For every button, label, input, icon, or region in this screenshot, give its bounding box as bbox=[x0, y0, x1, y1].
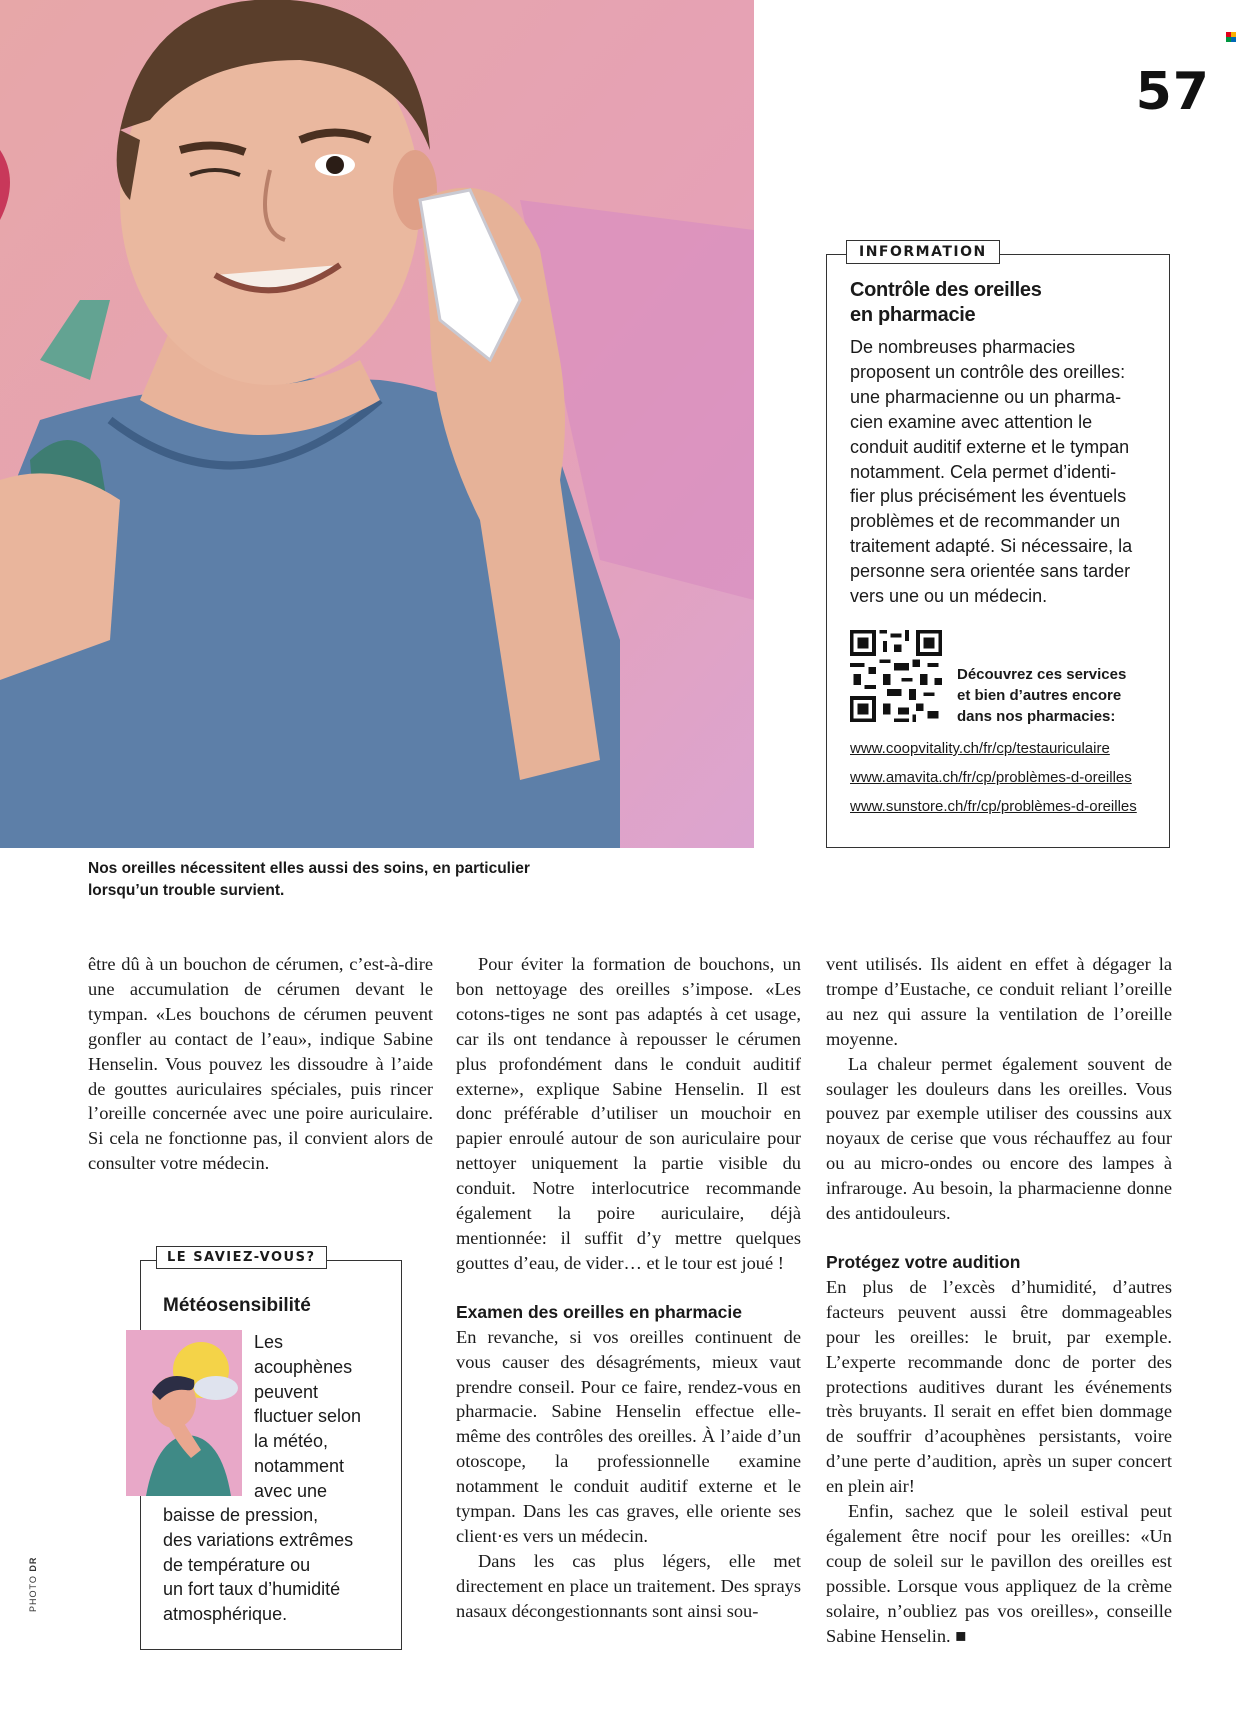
info-box-cta bbox=[957, 664, 1162, 727]
hero-caption bbox=[88, 858, 688, 902]
aside-line: atmosphérique. bbox=[163, 1604, 288, 1625]
brand-mark-icon bbox=[1226, 32, 1236, 42]
aside-line: un fort taux d’humidité bbox=[163, 1579, 341, 1600]
section-heading: Examen des oreilles en pharmacie bbox=[456, 1301, 742, 1322]
photo-credit-name: DR bbox=[28, 1556, 38, 1572]
paragraph: Enfin, sachez que le soleil estival peut également être nocif pour les oreilles: «Un coup de soleil sur le pavillon des oreilles est possible. Lorsque vous appliquez de la crème solaire, n’oubliez pas vos oreilles», conseille Sabine Henselin. ■ bbox=[826, 1501, 1172, 1646]
link-sunstore[interactable]: www.sunstore.ch/fr/cp/problèmes-d-oreilles bbox=[850, 798, 1137, 815]
section-heading: Protégez votre audition bbox=[826, 1251, 1021, 1272]
info-box-body bbox=[850, 335, 1162, 609]
caption-line: lorsqu’un trouble survient. bbox=[88, 882, 285, 899]
cta-line: Découvrez ces services bbox=[957, 666, 1127, 683]
page-number: 57 bbox=[1135, 62, 1210, 122]
article-column-2 bbox=[456, 952, 801, 1624]
info-title-line: en pharmacie bbox=[850, 304, 976, 326]
did-you-know-title: Météosensibilité bbox=[163, 1295, 311, 1316]
info-body-line: traitement adapté. Si nécessaire, la bbox=[850, 536, 1133, 557]
info-body-line: notamment. Cela permet d’identi- bbox=[850, 461, 1117, 482]
paragraph: En plus de l’excès d’humidité, d’autres facteurs peuvent aussi être dommageables pour les oreilles: le bruit, par exemple. L’experte recommande donc de porter des protections auditives durant les événements très bruyants. Il serait en effet bien dommage de souffrir d’acouphènes persistants, voire d’une perte d’audition, après un super concert en plein air! bbox=[826, 1276, 1172, 1497]
photo-credit-label: PHOTO bbox=[28, 1575, 38, 1612]
info-body-line: vers une ou un médecin. bbox=[850, 586, 1048, 607]
aside-line: la météo, bbox=[254, 1431, 329, 1452]
paragraph: En revanche, si vos oreilles continuent de vous causer des désagréments, mieux vaut prendre conseil. Pour ce faire, rendez-vous en pharmacie. Sabine Henselin effectue elle-même des contrôles des oreilles. À l’aide d’un otoscope, la professionnelle examine notamment le conduit auditif externe et le tympan. Dans les cas graves, elle oriente ses client·es vers un médecin. bbox=[456, 1326, 801, 1546]
did-you-know-text bbox=[254, 1330, 394, 1504]
paragraph: être dû à un bouchon de cérumen, c’est-à-dire une accumulation de cérumen devant le tympan. «Les bouchons de cérumen peuvent gonfler au contact de l’eau», indique Sabine Henselin. Vous pouvez les dissoudre à l’aide de gouttes auriculaires spéciales, puis rincer l’oreille concernée avec une poire auriculaire. Si cela ne fonctionne pas, il convient alors de consulter votre médecin. bbox=[88, 954, 433, 1174]
paragraph: vent utilisés. Ils aident en effet à dégager la trompe d’Eustache, ce conduit reliant l’oreille au nez qui assure la ventilation de l’oreille moyenne. bbox=[826, 954, 1172, 1049]
info-body-line: une pharmacienne ou un pharma- bbox=[850, 386, 1122, 407]
paragraph: Dans les cas plus légers, elle met directement en place un traitement. Des sprays nasaux décongestionnants sont ainsi sou- bbox=[456, 1550, 801, 1621]
did-you-know-label: LE SAVIEZ-VOUS? bbox=[156, 1246, 327, 1269]
info-body-line: conduit auditif externe et le tympan bbox=[850, 436, 1130, 457]
aside-line: notamment bbox=[254, 1455, 345, 1476]
aside-line: des variations extrêmes bbox=[163, 1529, 354, 1550]
hero-illustration bbox=[0, 0, 754, 848]
aside-line: de température ou bbox=[163, 1554, 311, 1575]
info-box-label: INFORMATION bbox=[846, 240, 1000, 264]
article-column-1 bbox=[88, 952, 433, 1176]
article-column-3 bbox=[826, 952, 1172, 1648]
aside-line: fluctuer selon bbox=[254, 1406, 362, 1427]
info-body-line: proposent un contrôle des oreilles: bbox=[850, 361, 1126, 382]
did-you-know-text-continued bbox=[163, 1503, 398, 1627]
link-amavita[interactable]: www.amavita.ch/fr/cp/problèmes-d-oreilles bbox=[850, 769, 1132, 786]
aside-line: avec une bbox=[254, 1480, 328, 1501]
weather-sensitive-person-illustration bbox=[126, 1330, 242, 1496]
cta-line: et bien d’autres encore bbox=[957, 687, 1122, 704]
info-body-line: cien examine avec attention le bbox=[850, 411, 1093, 432]
aside-line: Les bbox=[254, 1332, 284, 1352]
photo-credit bbox=[28, 1542, 38, 1612]
info-body-line: problèmes et de recommander un bbox=[850, 511, 1121, 532]
info-body-line: personne sera orientée sans tarder bbox=[850, 561, 1131, 582]
aside-line: peuvent bbox=[254, 1381, 319, 1402]
info-body-line: De nombreuses pharmacies bbox=[850, 337, 1076, 357]
link-coopvitality[interactable]: www.coopvitality.ch/fr/cp/testauriculaire bbox=[850, 740, 1110, 757]
qr-code-icon[interactable] bbox=[850, 630, 942, 722]
paragraph: La chaleur permet également souvent de soulager les douleurs dans les oreilles. Vous pouvez par exemple utiliser des coussins aux noyaux de cerise que vous réchauffez au four ou au micro-ondes ou encore des lampes à infrarouge. Au besoin, la pharmacienne donne des antidouleurs. bbox=[826, 1053, 1172, 1224]
aside-line: baisse de pression, bbox=[163, 1505, 319, 1525]
info-title-line: Contrôle des oreilles bbox=[850, 279, 1042, 301]
info-body-line: fier plus précisément les éventuels bbox=[850, 486, 1127, 507]
paragraph: Pour éviter la formation de bouchons, un bon nettoyage des oreilles s’impose. «Les cotons-tiges ne sont pas adaptés à cet usage, car ils ont tendance à repousser le cérumen plus profondément dans le conduit auditif externe», explique Sabine Henselin. Il est donc préférable d’utiliser un mouchoir en papier enroulé autour de son auriculaire pour nettoyer uniquement la partie visible du conduit. Notre interlocutrice recommande également la poire auriculaire, déjà mentionnée: il suffit d’y mettre quelques gouttes d’eau, de vider… et le tour est joué ! bbox=[456, 954, 801, 1273]
info-box-title bbox=[850, 278, 1160, 328]
cta-line: dans nos pharmacies: bbox=[957, 708, 1116, 725]
caption-line: Nos oreilles nécessitent elles aussi des soins, en particulier bbox=[88, 860, 530, 877]
aside-line: acouphènes bbox=[254, 1356, 353, 1377]
